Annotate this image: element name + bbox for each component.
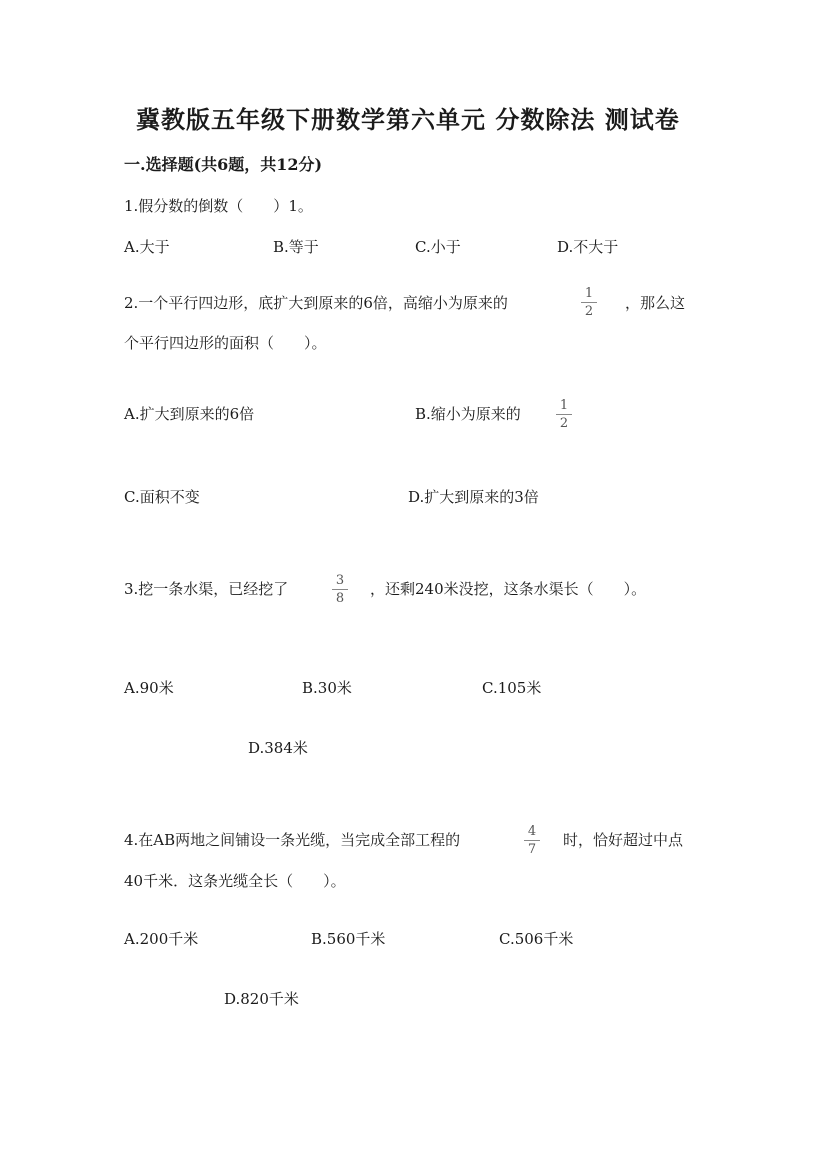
- question-2-text-part3: 个平行四边形的面积（ ）。: [124, 334, 327, 352]
- question-3-option-b: B.30米: [302, 679, 352, 697]
- question-1-option-b: B.等于: [273, 238, 319, 256]
- question-2-fraction: [580, 287, 598, 318]
- question-4-option-b: B.560千米: [311, 930, 386, 948]
- question-4-text-part2: 时，恰好超过中点: [563, 831, 684, 849]
- question-4-option-a: A.200千米: [124, 930, 199, 948]
- question-2-option-b-fraction: [555, 399, 573, 430]
- page-title: 冀教版五年级下册数学第六单元 分数除法 测试卷: [136, 105, 680, 134]
- question-1-text: 1.假分数的倒数（ ）1。: [124, 197, 313, 215]
- question-3-text-part2: ，还剩240米没挖，这条水渠长（ ）。: [370, 580, 647, 598]
- question-2-option-c: C.面积不变: [124, 488, 200, 506]
- question-1-option-c: C.小于: [415, 238, 461, 256]
- fraction-denominator: 7: [527, 842, 537, 857]
- fraction-bar: [524, 840, 540, 841]
- fraction-numerator: 4: [527, 824, 537, 839]
- question-2-option-a: A.扩大到原来的6倍: [124, 405, 255, 423]
- question-2-option-b: B.缩小为原来的: [415, 405, 521, 423]
- question-3-text-part1: 3.挖一条水渠，已经挖了: [124, 580, 289, 598]
- fraction-bar: [332, 589, 348, 590]
- question-4-option-d: D.820千米: [224, 990, 299, 1008]
- question-2-text-part1: 2.一个平行四边形，底扩大到原来的6倍，高缩小为原来的: [124, 294, 508, 312]
- question-2-text-part2: ，那么这: [625, 294, 686, 312]
- fraction-bar: [556, 414, 572, 415]
- question-3-option-c: C.105米: [482, 679, 542, 697]
- fraction-denominator: 2: [559, 416, 569, 431]
- fraction-numerator: 1: [559, 398, 569, 413]
- question-3-option-d: D.384米: [248, 739, 308, 757]
- question-4-option-c: C.506千米: [499, 930, 574, 948]
- question-3-option-a: A.90米: [124, 679, 174, 697]
- question-1-option-d: D.不大于: [557, 238, 619, 256]
- fraction-denominator: 2: [584, 304, 594, 319]
- question-4-text-part1: 4.在AB两地之间铺设一条光缆，当完成全部工程的: [124, 831, 461, 849]
- fraction-numerator: 3: [335, 573, 345, 588]
- question-4-text-part3: 40千米．这条光缆全长（ ）。: [124, 872, 346, 890]
- fraction-bar: [581, 302, 597, 303]
- section-heading: 一.选择题(共6题，共12分): [124, 155, 323, 174]
- question-1-option-a: A.大于: [124, 238, 170, 256]
- question-4-fraction: [523, 825, 541, 856]
- question-3-fraction: [331, 574, 349, 605]
- fraction-numerator: 1: [584, 286, 594, 301]
- question-2-option-d: D.扩大到原来的3倍: [408, 488, 539, 506]
- fraction-denominator: 8: [335, 591, 345, 606]
